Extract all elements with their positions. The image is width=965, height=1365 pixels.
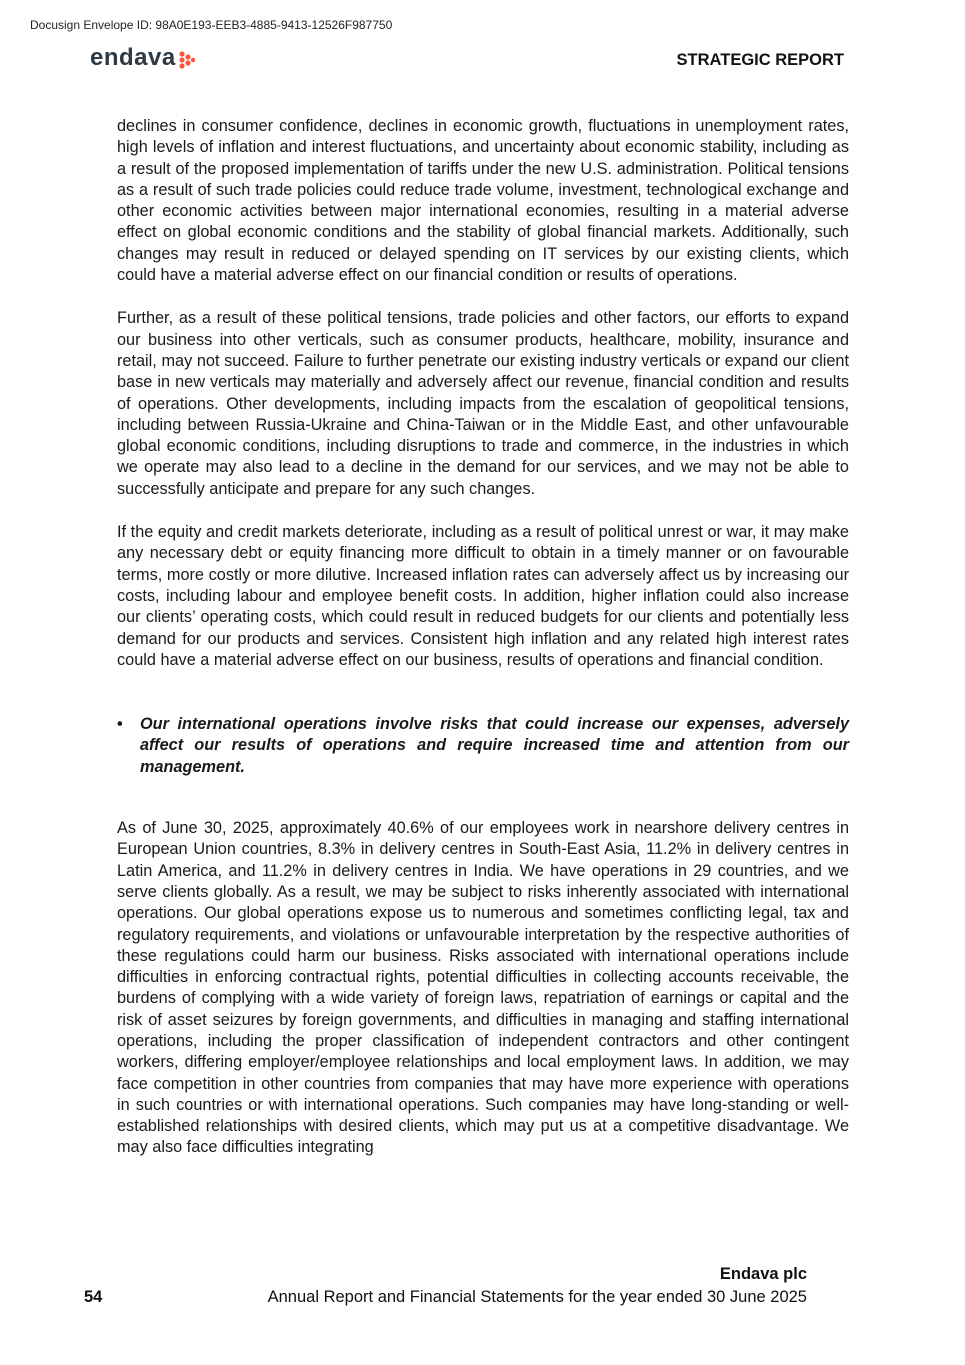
footer-company: Endava plc: [719, 1265, 807, 1283]
risk-heading-text: Our international operations involve risks that could increase our expenses, adversely affect our results of operations and require increased time and attention from our management.: [140, 715, 849, 776]
logo-text: endava: [90, 44, 176, 71]
paragraph-credit-markets: If the equity and credit markets deteriorate, including as a result of political unrest or war, it may make any necessary debt or equity financing more difficult to obtain in a timely manner or on favourable terms, more costly or more dilutive. Increased inflation rates can adversely affect us by increasing our costs, including labour and employee benefit costs. In addition, higher inflation could also increase our clients’ operating costs, which could result in reduced budgets for our clients and potentially less demand for our products and services. Consistent high inflation and any related high interest rates could have a material adverse effect on our business, results of operations and financial condition.: [117, 523, 849, 669]
report-body: [117, 116, 849, 1159]
risk-heading-bullet: [117, 714, 849, 778]
docusign-envelope-id: Docusign Envelope ID: 98A0E193-EEB3-4885-9413-12526F987750: [30, 18, 393, 32]
endava-logo: [90, 44, 195, 72]
paragraph-political-tensions: Further, as a result of these political tensions, trade policies and other factors, our efforts to expand our business into other verticals, such as consumer products, healthcare, mobility, insurance and retail, may not succeed. Failure to further penetrate our existing industry verticals or expand our client base in new verticals may materially and adversely affect our revenue, financial condition and results of operations. Other developments, including impacts from the escalation of geopolitical tensions, including between Russia-Ukraine and China-Taiwan or in the Middle East, and other unfavourable global economic conditions, including disruptions to trade and commerce, in the industries in which we operate may also lead to a decline in the demand for our services, and we may not be able to successfully anticipate and prepare for any such changes.: [117, 309, 849, 498]
bullet-mark: •: [117, 715, 123, 734]
footer-report-title: Annual Report and Financial Statements for the year ended 30 June 2025: [267, 1288, 807, 1306]
section-title: STRATEGIC REPORT: [676, 51, 844, 69]
page-number: 54: [84, 1288, 103, 1306]
paragraph-international-operations: As of June 30, 2025, approximately 40.6% of our employees work in nearshore delivery centres in European Union countries, 8.3% in delivery centres in South-East Asia, 11.2% in delivery centres in Latin America, and 11.2% in delivery centres in India. We have operations in 29 countries, and we serve clients globally. As a result, we may be subject to risks inherently associated with international operations. Our global operations expose us to numerous and sometimes conflicting legal, tax and regulatory requirements, and violations or unfavourable interpretation by the respective authorities of these regulations could harm our business. Risks associated with international operations include difficulties in enforcing contractual rights, potential difficulties in collecting accounts receivable, the burdens of complying with a wide variety of foreign laws, repatriation of earnings or capital and the risk of asset seizures by foreign governments, and difficulties in managing and staffing international operations, including the proper classification of independent contractors and other contingent workers, differing employer/employee relationships and local employment laws. In addition, we may face competition in other countries from companies that may have more experience with operations in such countries or with international operations. Such companies may have long-standing or well-established relationships with desired clients, which may put us at a competitive disadvantage. We may also face difficulties integrating: [117, 819, 849, 1157]
paragraph-economic-conditions: declines in consumer confidence, declines in economic growth, fluctuations in unemployment rates, high levels of inflation and interest fluctuations, and uncertainty about economic stability, including as a result of the proposed implementation of tariffs under the new U.S. administration. Political tensions as a result of such trade policies could reduce trade volume, investment, technological exchange and other economic activities between major international economies, resulting in a material adverse effect on global economic conditions and the stability of global financial markets. Additionally, such changes may result in reduced or delayed spending on IT services by our existing clients, which could have a material adverse effect on our financial condition or results of operations.: [117, 117, 849, 285]
endava-mark-icon: [179, 51, 195, 69]
